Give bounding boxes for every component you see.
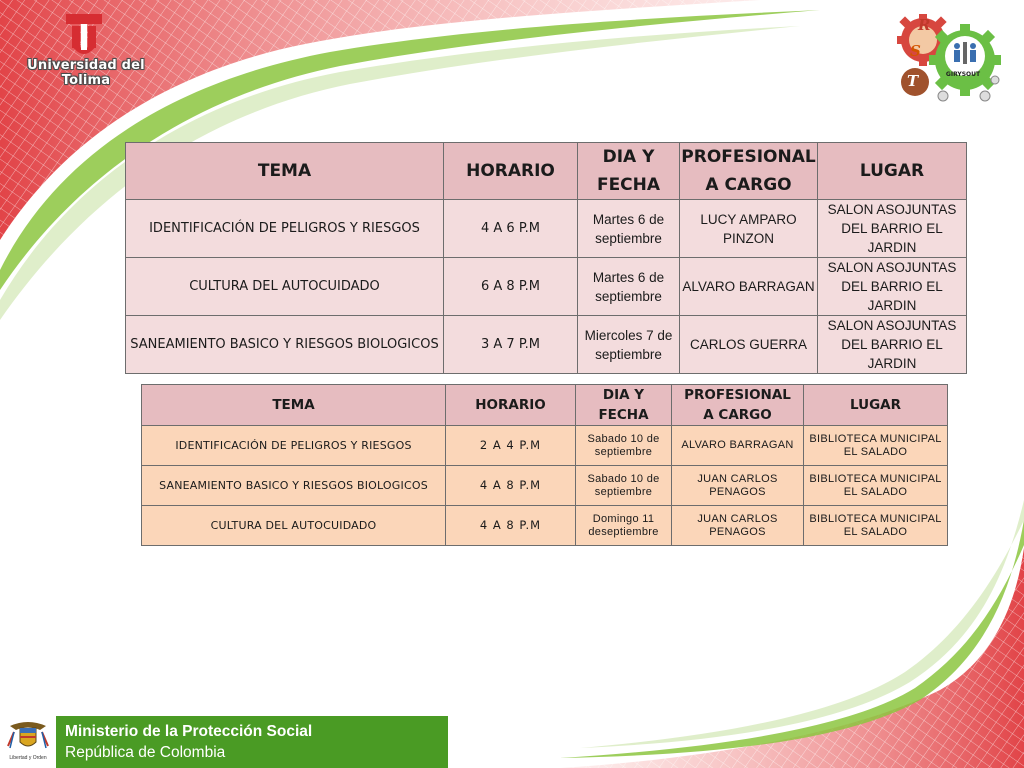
cell-profesional: JUAN CARLOS PENAGOS bbox=[672, 506, 804, 546]
header-dia-fecha-line1: DIA Y bbox=[602, 387, 645, 403]
coat-of-arms bbox=[0, 716, 56, 768]
table-row bbox=[142, 466, 948, 506]
rst-letter-s: S bbox=[910, 42, 921, 60]
header-horario: HORARIO bbox=[446, 385, 576, 426]
cell-horario: 2 A 4 P.M bbox=[446, 426, 576, 466]
header-tema: TEMA bbox=[126, 143, 444, 200]
cell-profesional: CARLOS GUERRA bbox=[680, 316, 818, 374]
cell-profesional: ALVARO BARRAGAN bbox=[680, 258, 818, 316]
rst-letter-r: R bbox=[918, 16, 931, 34]
header-profesional-line2: A CARGO bbox=[705, 175, 792, 195]
header-profesional-line2: A CARGO bbox=[703, 407, 772, 423]
cell-lugar: SALON ASOJUNTAS DEL BARRIO EL JARDIN bbox=[818, 200, 967, 258]
cell-fecha: Sabado 10 de septiembre bbox=[576, 426, 672, 466]
header-profesional-line1: PROFESIONAL bbox=[684, 387, 791, 403]
header-profesional bbox=[680, 143, 818, 200]
cell-tema: SANEAMIENTO BASICO Y RIESGOS BIOLOGICOS bbox=[126, 316, 444, 374]
cell-horario: 4 A 8 P.M bbox=[446, 506, 576, 546]
university-name: Universidad del Tolima bbox=[27, 58, 145, 88]
cell-tema: IDENTIFICACIÓN DE PELIGROS Y RIESGOS bbox=[126, 200, 444, 258]
rst-brand-text: GIRYSOUT bbox=[945, 71, 981, 78]
cell-horario: 3 A 7 P.M bbox=[444, 316, 578, 374]
rst-letter-t: T bbox=[907, 72, 919, 90]
cell-horario: 6 A 8 P.M bbox=[444, 258, 578, 316]
cell-lugar: BIBLIOTECA MUNICIPAL EL SALADO bbox=[804, 466, 948, 506]
header-tema: TEMA bbox=[142, 385, 446, 426]
footer-band bbox=[0, 716, 448, 768]
header-dia-fecha-line2: FECHA bbox=[598, 407, 649, 423]
cell-horario: 4 A 8 P.M bbox=[446, 466, 576, 506]
cell-tema: CULTURA DEL AUTOCUIDADO bbox=[126, 258, 444, 316]
rst-logo bbox=[893, 10, 1005, 106]
cell-fecha: Martes 6 de septiembre bbox=[578, 200, 680, 258]
country-name: República de Colombia bbox=[65, 744, 226, 761]
cell-horario: 4 A 6 P.M bbox=[444, 200, 578, 258]
cell-tema: SANEAMIENTO BASICO Y RIESGOS BIOLOGICOS bbox=[142, 466, 446, 506]
ut-monogram-icon bbox=[64, 12, 104, 60]
schedule-table-2 bbox=[141, 384, 948, 546]
table-header-row bbox=[142, 385, 948, 426]
cell-tema: CULTURA DEL AUTOCUIDADO bbox=[142, 506, 446, 546]
header-dia-fecha bbox=[578, 143, 680, 200]
header-horario: HORARIO bbox=[444, 143, 578, 200]
cell-lugar: SALON ASOJUNTAS DEL BARRIO EL JARDIN bbox=[818, 258, 967, 316]
cell-lugar: BIBLIOTECA MUNICIPAL EL SALADO bbox=[804, 426, 948, 466]
table-header-row bbox=[126, 143, 967, 200]
table-row bbox=[126, 258, 967, 316]
schedule-table-1 bbox=[125, 142, 967, 374]
cell-fecha: Miercoles 7 de septiembre bbox=[578, 316, 680, 374]
cell-lugar: SALON ASOJUNTAS DEL BARRIO EL JARDIN bbox=[818, 316, 967, 374]
cell-profesional: JUAN CARLOS PENAGOS bbox=[672, 466, 804, 506]
ministry-name: Ministerio de la Protección Social bbox=[65, 723, 313, 740]
cell-fecha: Martes 6 de septiembre bbox=[578, 258, 680, 316]
table-row bbox=[126, 316, 967, 374]
colombia-coat-of-arms-icon bbox=[0, 716, 56, 756]
header-lugar: LUGAR bbox=[804, 385, 948, 426]
header-profesional bbox=[672, 385, 804, 426]
table-row bbox=[142, 506, 948, 546]
university-logo bbox=[8, 10, 158, 88]
cell-profesional: ALVARO BARRAGAN bbox=[672, 426, 804, 466]
coat-of-arms-motto: Libertad y Orden bbox=[9, 755, 47, 761]
header-lugar: LUGAR bbox=[818, 143, 967, 200]
cell-fecha: Sabado 10 de septiembre bbox=[576, 466, 672, 506]
header-dia-fecha bbox=[576, 385, 672, 426]
table-row bbox=[142, 426, 948, 466]
header-dia-fecha-line1: DIA Y bbox=[602, 147, 655, 167]
header-dia-fecha-line2: FECHA bbox=[596, 175, 661, 195]
cell-fecha: Domingo 11 deseptiembre bbox=[576, 506, 672, 546]
table-row bbox=[126, 200, 967, 258]
cell-tema: IDENTIFICACIÓN DE PELIGROS Y RIESGOS bbox=[142, 426, 446, 466]
cell-profesional: LUCY AMPARO PINZON bbox=[680, 200, 818, 258]
header-profesional-line1: PROFESIONAL bbox=[681, 147, 816, 167]
cell-lugar: BIBLIOTECA MUNICIPAL EL SALADO bbox=[804, 506, 948, 546]
